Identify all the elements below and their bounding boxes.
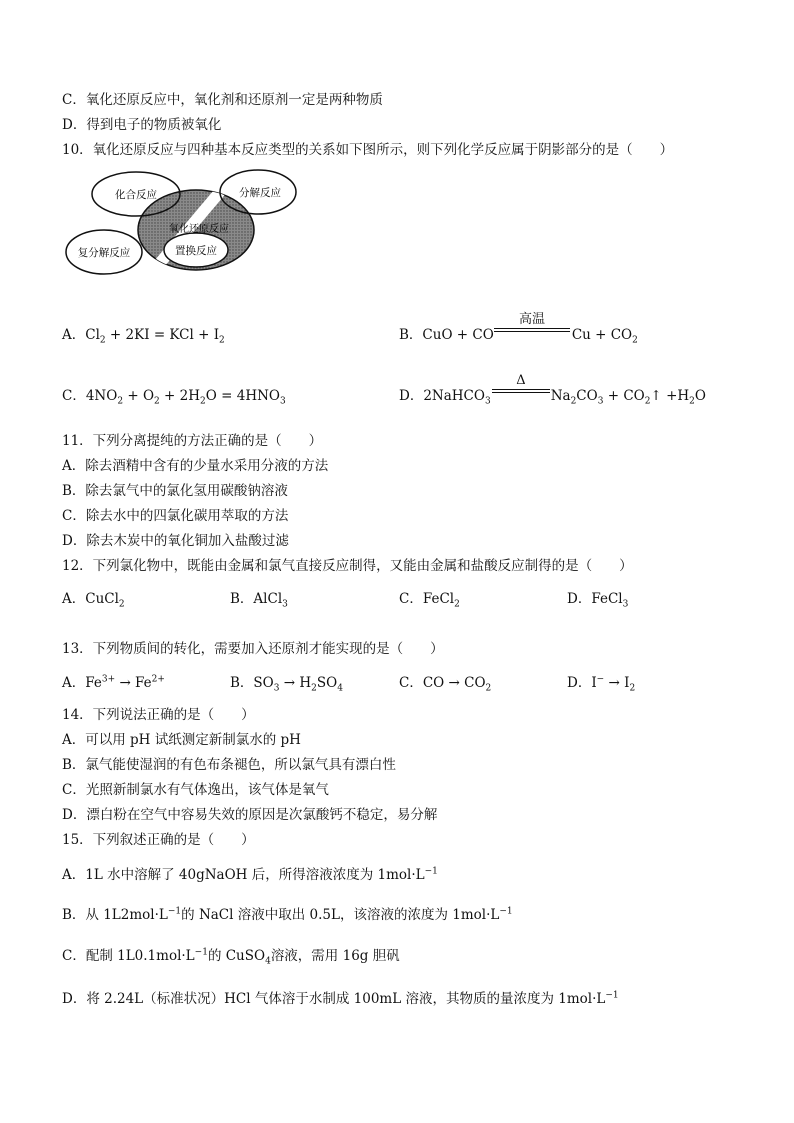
q9-option-c: C．氧化还原反应中，氧化剂和还原剂一定是两种物质 (62, 92, 383, 108)
q13-stem: 13．下列物质间的转化，需要加入还原剂才能实现的是（ ） (62, 641, 444, 657)
q11-stem: 11．下列分离提纯的方法正确的是（ ） (62, 433, 323, 449)
combination-label: 化合反应 (115, 189, 157, 201)
displacement-label: 置换反应 (175, 245, 217, 257)
q13-option-b: B．$SO_3 \to H_2SO_4$ (230, 675, 343, 694)
q10-option-a: A．$Cl_2 + 2KI$ = KCl + $I_2$ (62, 327, 225, 346)
metathesis-label: 复分解反应 (77, 247, 131, 259)
redox-label: 氧化还原反应 (169, 224, 229, 235)
q14-option-b: B．氯气能使湿润的有色布条褪色，所以氯气具有漂白性 (62, 757, 396, 773)
decomposition-label: 分解反应 (239, 187, 281, 199)
q11-option-a: A．除去酒精中含有的少量水采用分液的方法 (62, 458, 329, 474)
q15-option-c: C．配制 $1L0.1mol\cdot L^{-1}$的 CuSO$_4$溶液，需用 16g 胆矾 (62, 947, 400, 967)
q11-option-d: D．除去木炭中的氧化铜加入盐酸过滤 (62, 533, 289, 549)
q10-option-b: B．CuO + CO $Cu + CO_2$ (399, 327, 638, 346)
q13-option-a: A．$Fe^{3+} \to Fe^{2+}$ (62, 674, 165, 691)
q12-option-a: A．CuCl$_2$ (62, 591, 125, 610)
q12-option-c: C．FeCl$_2$ (399, 591, 460, 610)
q10-stem: 10．氧化还原反应与四种基本反应类型的关系如下图所示，则下列化学反应属于阴影部分的是（ ） (62, 142, 674, 158)
q10-option-c: C．$4NO_2 + O_2 + 2H_2O = 4HNO_3$ (62, 388, 286, 407)
q14-option-a: A．可以用 pH 试纸测定新制氯水的 pH (62, 732, 301, 748)
q15-option-a: A．1L 水中溶解了 40gNaOH 后，所得溶液浓度为 $1mol\cdot L^{-1}$ (62, 866, 438, 883)
q10-option-d: D．2NaHCO$_3$ $Na_2CO_3$ + $CO_2↑ +H_2O$ (399, 388, 706, 407)
reaction-type-diagram (64, 168, 304, 278)
q14-option-c: C．光照新制氯水有气体逸出，该气体是氧气 (62, 782, 329, 798)
q10-d-condition: Δ (492, 373, 550, 393)
q13-option-c: C．CO → $CO_2$ (399, 675, 492, 694)
q10-b-condition: 高温 (494, 312, 570, 332)
q13-option-d: D．$I^- \to I_2$ (567, 674, 636, 694)
q15-option-d: D．将 2.24L（标准状况）HCl 气体溶于水制成 100mL 溶液，其物质的量浓度为 $1mol\cdot L^{-1}$ (62, 990, 619, 1007)
q15-stem: 15．下列叙述正确的是（ ） (62, 832, 255, 848)
q11-option-c: C．除去水中的四氯化碳用萃取的方法 (62, 508, 289, 524)
q9-option-d: D．得到电子的物质被氧化 (62, 117, 222, 133)
q12-option-d: D．FeCl$_3$ (567, 591, 629, 610)
q15-option-b: B．从 $1L2mol\cdot L^{-1}$的 NaCl 溶液中取出 0.5L，该溶液的浓度为 $1mol\cdot L^{-1}$ (62, 906, 513, 923)
q12-stem: 12．下列氯化物中，既能由金属和氯气直接反应制得，又能由金属和盐酸反应制得的是（ ） (62, 558, 633, 574)
q14-stem: 14．下列说法正确的是（ ） (62, 707, 255, 723)
q14-option-d: D．漂白粉在空气中容易失效的原因是次氯酸钙不稳定，易分解 (62, 807, 438, 823)
q11-option-b: B．除去氯气中的氯化氢用碳酸钠溶液 (62, 483, 288, 499)
q12-option-b: B．AlCl$_3$ (230, 591, 288, 610)
